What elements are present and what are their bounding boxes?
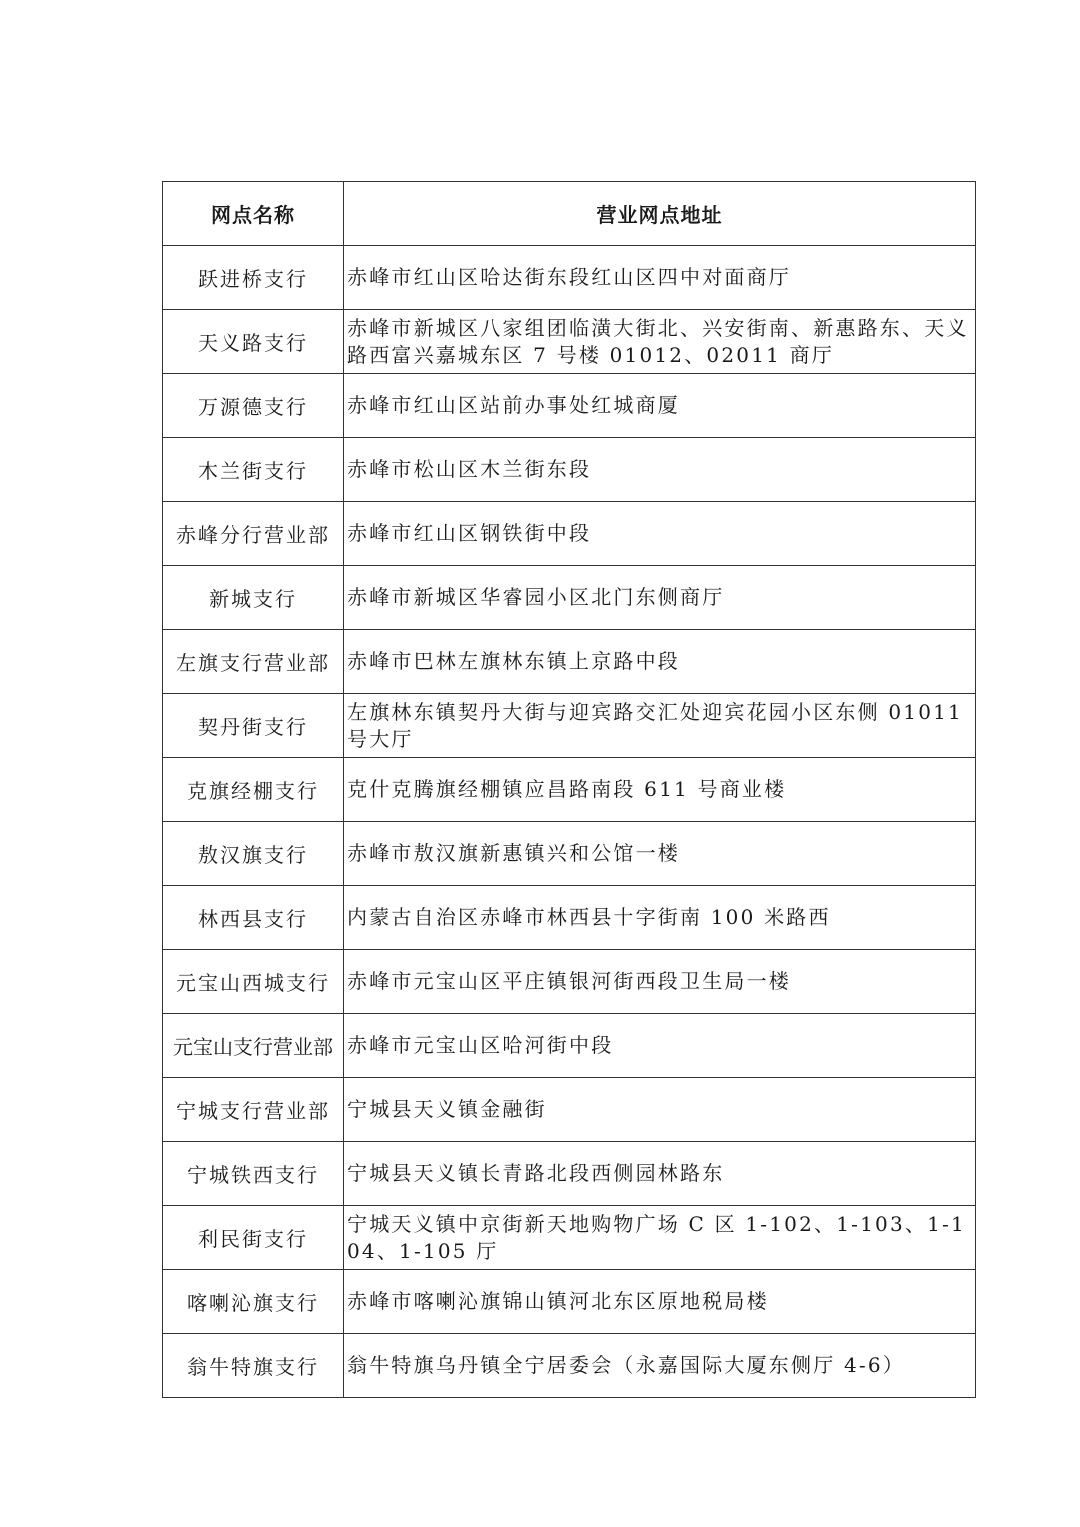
branch-name: 左旗支行营业部 [163,630,344,694]
table-row [163,246,976,310]
branch-address: 赤峰市敖汉旗新惠镇兴和公馆一楼 [344,822,976,886]
table-row [163,1014,976,1078]
branch-address: 左旗林东镇契丹大街与迎宾路交汇处迎宾花园小区东侧 01011 号大厅 [344,694,976,758]
branch-name: 翁牛特旗支行 [163,1334,344,1398]
branch-address: 赤峰市红山区站前办事处红城商厦 [344,374,976,438]
branch-name: 宁城支行营业部 [163,1078,344,1142]
table-row [163,1206,976,1270]
table-row [163,758,976,822]
branch-name: 喀喇沁旗支行 [163,1270,344,1334]
branch-name: 敖汉旗支行 [163,822,344,886]
branch-address: 宁城县天义镇金融街 [344,1078,976,1142]
branch-name: 新城支行 [163,566,344,630]
branch-name: 天义路支行 [163,310,344,374]
branch-table-container [162,181,975,1398]
branch-name: 赤峰分行营业部 [163,502,344,566]
header-branch-address: 营业网点地址 [344,182,976,246]
branch-address: 赤峰市巴林左旗林东镇上京路中段 [344,630,976,694]
table-row [163,438,976,502]
table-header-row [163,182,976,246]
branch-name: 元宝山支行营业部 [163,1014,344,1078]
branch-address: 赤峰市元宝山区平庄镇银河街西段卫生局一楼 [344,950,976,1014]
table-row [163,630,976,694]
branch-name: 元宝山西城支行 [163,950,344,1014]
branch-name: 木兰街支行 [163,438,344,502]
table-row [163,1078,976,1142]
table-row [163,1334,976,1398]
table-row [163,502,976,566]
branch-address: 赤峰市元宝山区哈河街中段 [344,1014,976,1078]
branch-address: 内蒙古自治区赤峰市林西县十字街南 100 米路西 [344,886,976,950]
table-row [163,1142,976,1206]
table-row [163,886,976,950]
branch-name: 宁城铁西支行 [163,1142,344,1206]
table-row [163,374,976,438]
branch-address: 克什克腾旗经棚镇应昌路南段 611 号商业楼 [344,758,976,822]
branch-name: 契丹街支行 [163,694,344,758]
branch-address: 赤峰市红山区钢铁街中段 [344,502,976,566]
branch-name: 利民街支行 [163,1206,344,1270]
branch-name: 跃进桥支行 [163,246,344,310]
branch-name: 林西县支行 [163,886,344,950]
branch-table [162,181,976,1398]
branch-address: 赤峰市松山区木兰街东段 [344,438,976,502]
header-branch-name: 网点名称 [163,182,344,246]
branch-address: 宁城县天义镇长青路北段西侧园林路东 [344,1142,976,1206]
branch-address: 赤峰市新城区华睿园小区北门东侧商厅 [344,566,976,630]
branch-address: 翁牛特旗乌丹镇全宁居委会（永嘉国际大厦东侧厅 4-6） [344,1334,976,1398]
table-row [163,694,976,758]
table-row [163,822,976,886]
table-row [163,310,976,374]
branch-address: 赤峰市新城区八家组团临潢大街北、兴安街南、新惠路东、天义路西富兴嘉城东区 7 号楼 01012、02011 商厅 [344,310,976,374]
branch-address: 宁城天义镇中京街新天地购物广场 C 区 1-102、1-103、1-104、1-105 厅 [344,1206,976,1270]
table-row [163,1270,976,1334]
branch-name: 万源德支行 [163,374,344,438]
branch-address: 赤峰市喀喇沁旗锦山镇河北东区原地税局楼 [344,1270,976,1334]
table-row [163,566,976,630]
branch-address: 赤峰市红山区哈达街东段红山区四中对面商厅 [344,246,976,310]
branch-name: 克旗经棚支行 [163,758,344,822]
table-row [163,950,976,1014]
